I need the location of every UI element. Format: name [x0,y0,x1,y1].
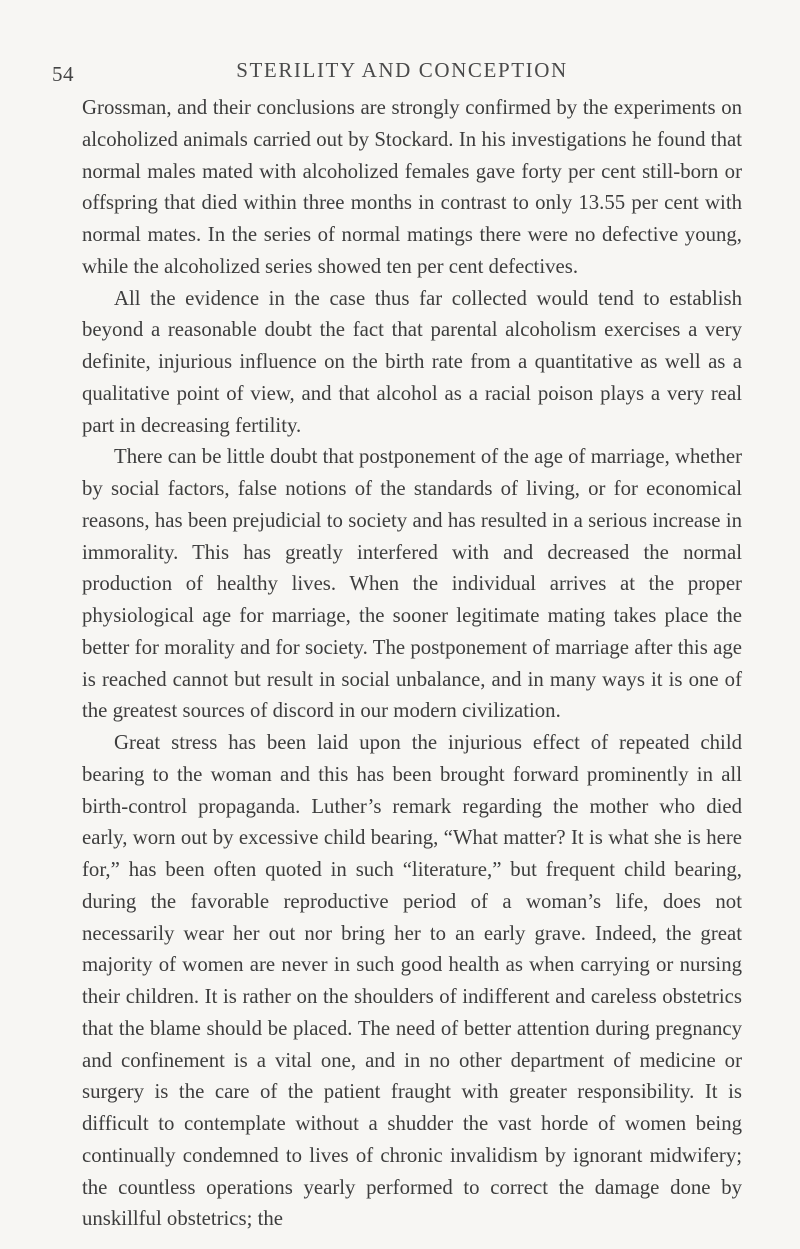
page-number: 54 [52,62,74,86]
running-title: STERILITY AND CONCEPTION [236,58,568,82]
paragraph-child-bearing: Great stress has been laid upon the injurious effect of repeated child bearing to the woman and this has been brought forward prominently in all birth-control propaganda. Luther’s remark regarding the mother who died early, worn out by excessive child bearing, “What matter? It is what she is here for,” has been often quoted in such “literature,” but frequent child bearing, during the favorable reproductive period of a woman’s life, does not necessarily wear her out nor bring her to an early grave. Indeed, the great majority of women are never in such good health as when carrying or nursing their children. It is rather on the shoulders of indifferent and careless obstetrics that the blame should be placed. The need of better attention during pregnancy and confinement is a vital one, and in no other department of medicine or surgery is the care of the patient fraught with greater responsibility. It is difficult to contemplate without a shudder the vast horde of women being continually condemned to lives of chronic invalidism by ignorant midwifery; the countless operations yearly performed to correct the damage done by unskillful obstetrics; the [82,731,742,1231]
running-head [52,56,752,86]
paragraph-alcoholism: All the evidence in the case thus far collected would tend to establish beyond a reasonable doubt the fact that parental alcoholism exercises a very definite, injurious influence on the birth rate from a quantitative as well as a qualitative point of view, and that alcohol as a racial poison plays a very real part in decreasing fertility. [82,286,742,437]
paragraph-marriage-age: There can be little doubt that postponement of the age of marriage, whether by social factors, false notions of the standards of living, or for economical reasons, has been prejudicial to society and has resulted in a serious increase in immorality. This has greatly interfered with and decreased the normal production of healthy lives. When the individual arrives at the proper physiological age for marriage, the sooner legitimate mating takes place the better for morality and for society. The postponement of marriage after this age is reached cannot but result in social unbalance, and in many ways it is one of the greatest sources of discord in our modern civilization. [82,445,742,723]
body-text [82,92,742,1235]
paragraph-continued: Grossman, and their conclusions are strongly confirmed by the experiments on alcoholized animals carried out by Stockard. In his investigations he found that normal males mated with alcoholized females gave forty per cent still-born or offspring that died within three months in contrast to only 13.55 per cent with normal mates. In the series of normal matings there were no defective young, while the alcoholized series showed ten per cent defectives. [82,96,742,278]
